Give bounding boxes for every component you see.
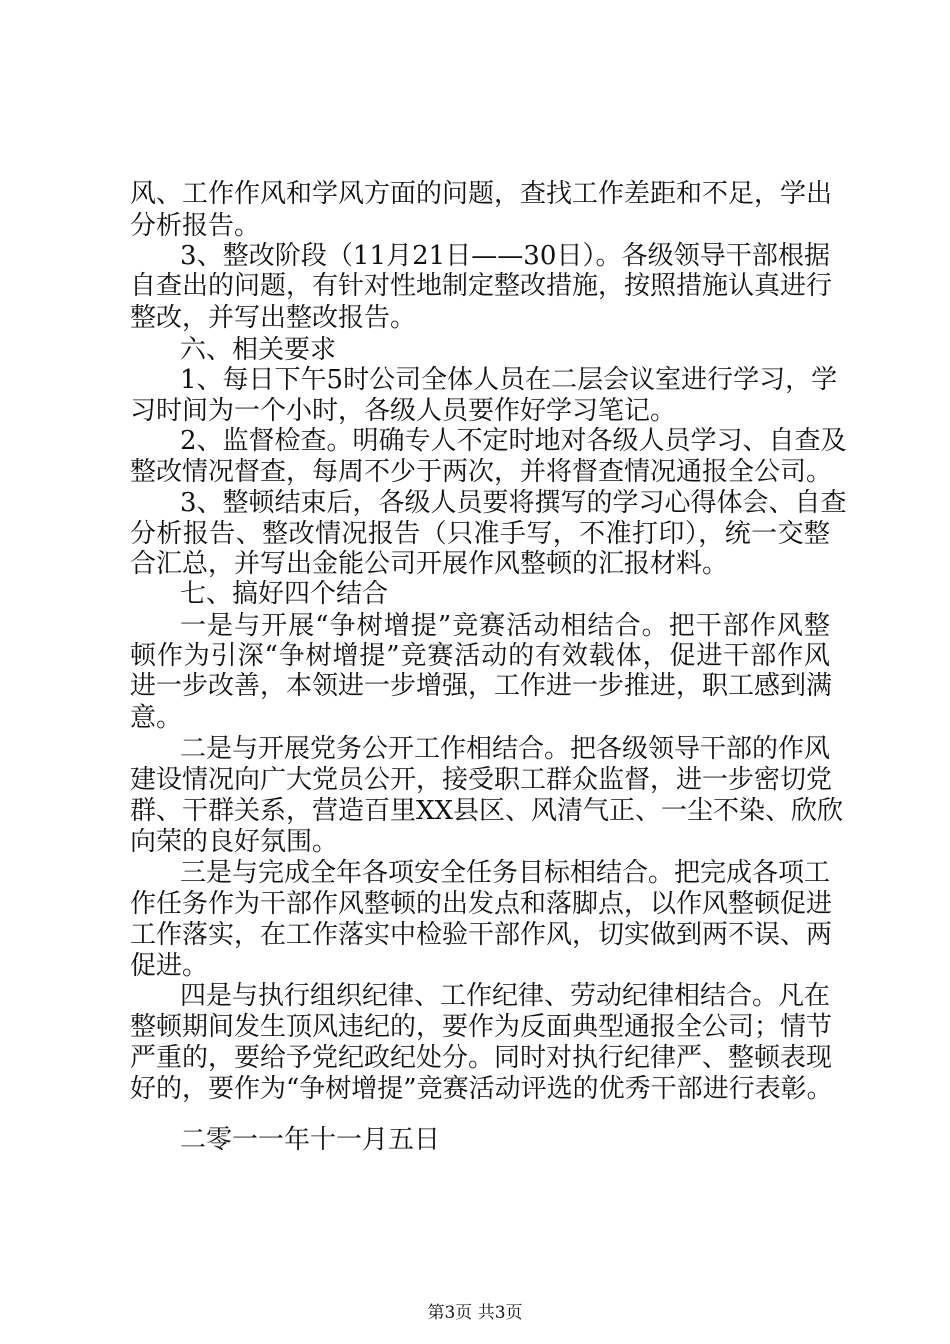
text-line: 意。 — [130, 703, 183, 733]
text-line: 整顿期间发生顶风违纪的，要作为反面典型通报全公司；情节 — [130, 1012, 833, 1042]
text-line: 3、整改阶段（11月21日——30日）。各级领导干部根据 — [180, 241, 830, 271]
text-line: 2、监督检查。明确专人不定时地对各级人员学习、自查及 — [180, 426, 847, 456]
text-line: 工作落实，在工作落实中检验干部作风，切实做到两不误、两 — [130, 920, 833, 950]
text-line: 群、干群关系，营造百里XX县区、风清气正、一尘不染、欣欣 — [130, 796, 844, 826]
text-line: 分析报告、整改情况报告（只准手写，不准打印），统一交整 — [130, 519, 830, 549]
text-line: 一是与开展“争树增提”竞赛活动相结合。把干部作风整 — [180, 611, 830, 641]
section-heading: 七、搞好四个结合 — [180, 579, 389, 609]
text-line: 习时间为一个小时，各级人员要作好学习笔记。 — [130, 396, 677, 426]
text-line: 合汇总，并写出金能公司开展作风整顿的汇报材料。 — [130, 549, 729, 579]
text-line: 分析报告。 — [130, 211, 261, 241]
text-line: 向荣的良好氛围。 — [130, 827, 339, 857]
text-line: 3、整顿结束后，各级人员要将撰写的学习心得体会、自查 — [180, 488, 847, 518]
text-line: 风、工作作风和学风方面的问题，查找工作差距和不足，学出 — [130, 179, 833, 209]
section-heading: 六、相关要求 — [180, 335, 337, 365]
text-line: 进一步改善，本领进一步增强，工作进一步推进，职工感到满 — [130, 671, 833, 701]
text-line: 1、每日下午5时公司全体人员在二层会议室进行学习，学 — [180, 365, 838, 395]
text-line: 顿作为引深“争树增提”竞赛活动的有效载体，促进干部作风 — [130, 641, 830, 671]
text-line: 四是与执行组织纪律、工作纪律、劳动纪律相结合。凡在 — [180, 981, 831, 1011]
text-line: 二是与开展党务公开工作相结合。把各级领导干部的作风 — [180, 734, 831, 764]
page-number-footer: 第3页 共3页 — [427, 1303, 523, 1323]
text-line: 好的，要作为“争树增提”竞赛活动评选的优秀干部进行表彰。 — [130, 1074, 833, 1104]
text-line: 严重的，要给予党纪政纪处分。同时对执行纪律严、整顿表现 — [130, 1043, 833, 1073]
text-line: 建设情况向广大党员公开，接受职工群众监督，进一步密切党 — [130, 765, 833, 795]
text-line: 促进。 — [130, 951, 209, 981]
text-line: 自查出的问题，有针对性地制定整改措施，按照措施认真进行 — [130, 271, 833, 301]
text-line: 整改，并写出整改报告。 — [130, 303, 417, 333]
text-line: 整改情况督查，每周不少于两次，并将督查情况通报全公司。 — [130, 457, 833, 487]
date-line: 二零一一年十一月五日 — [180, 1125, 441, 1155]
text-line: 作任务作为干部作风整顿的出发点和落脚点，以作风整顿促进 — [130, 889, 833, 919]
text-line: 三是与完成全年各项安全任务目标相结合。把完成各项工 — [180, 858, 831, 888]
